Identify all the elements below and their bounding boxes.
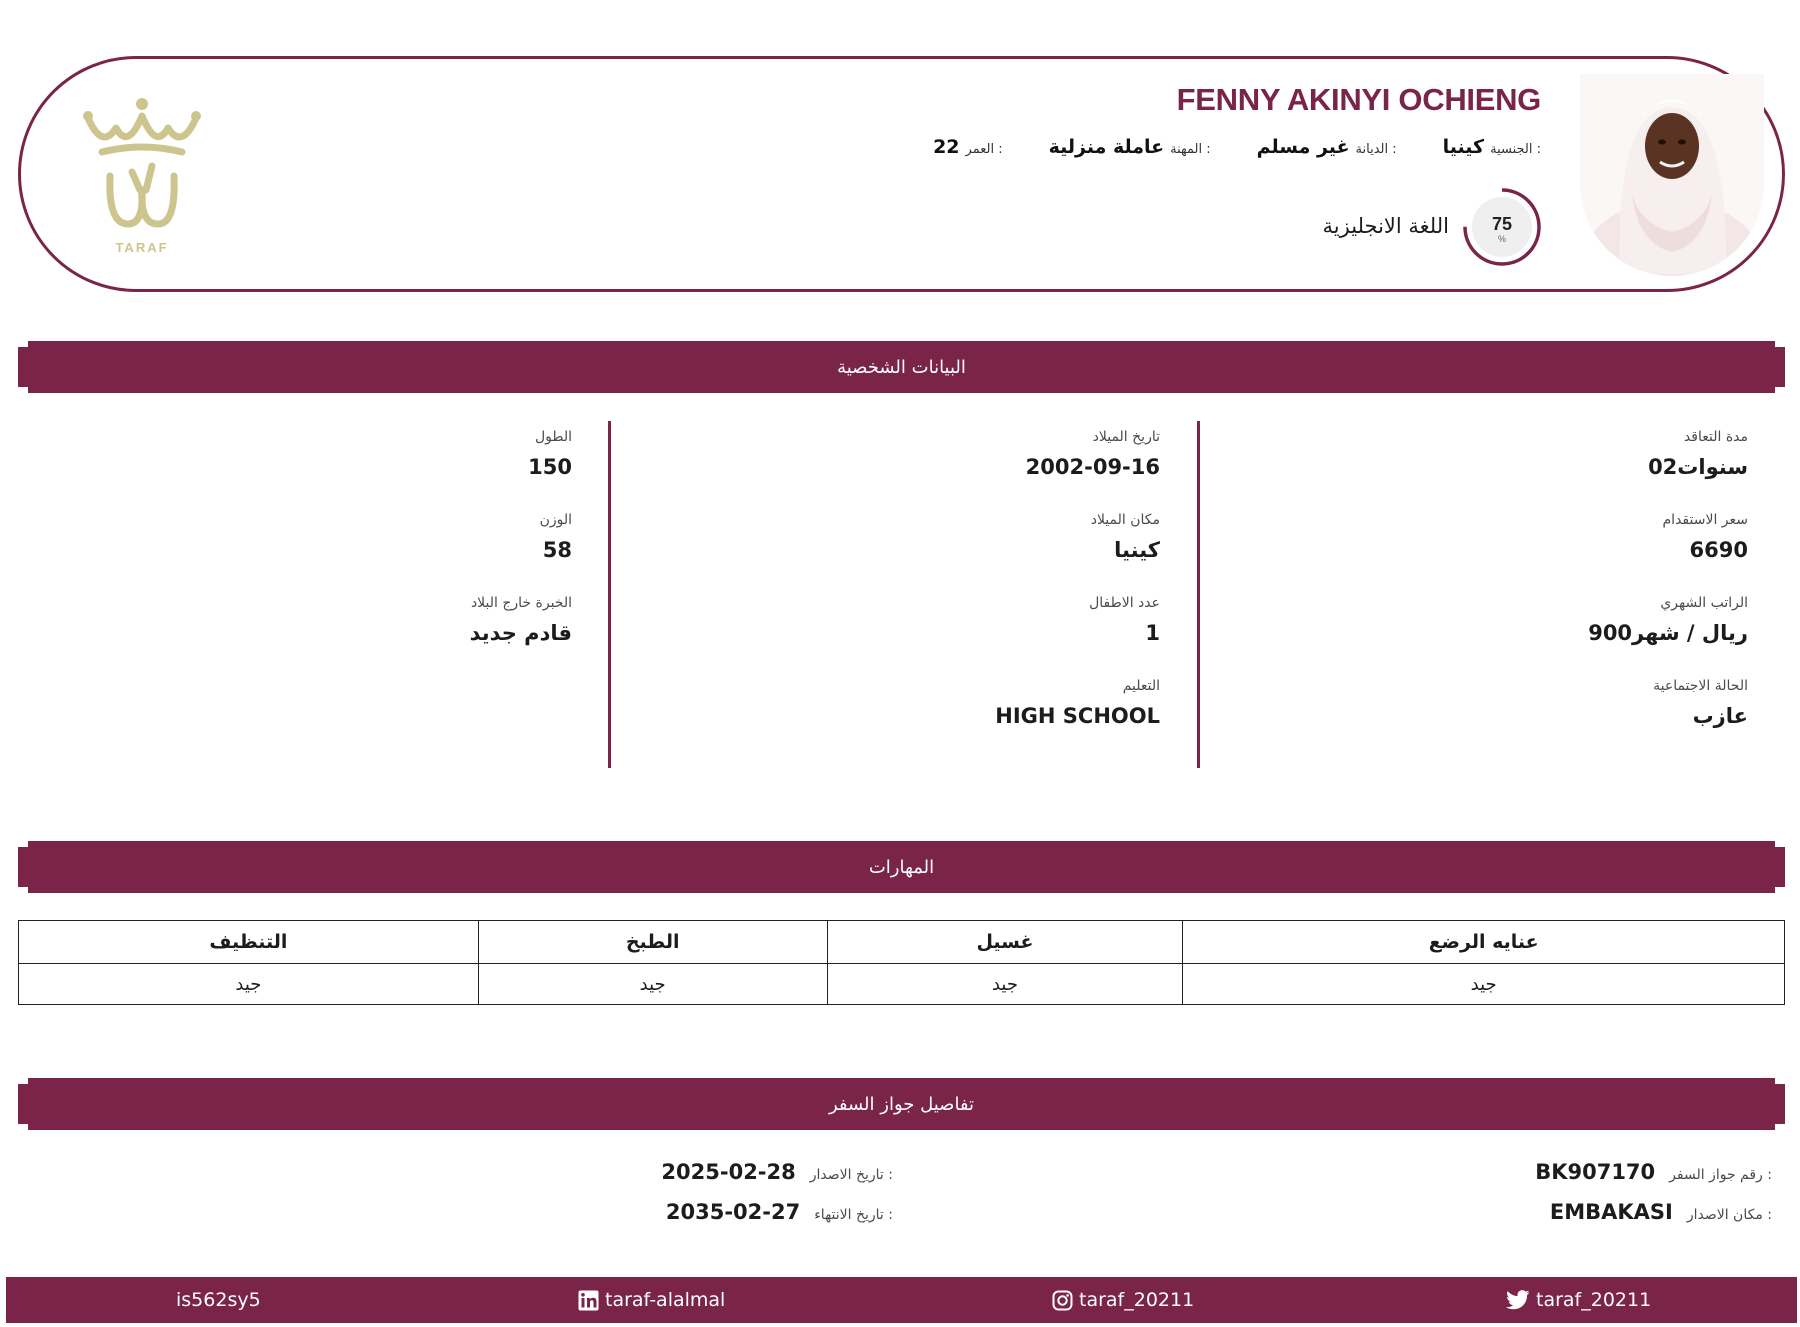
passport-issue-date — [661, 1160, 893, 1184]
passport-value: 2035-02-27 — [665, 1200, 801, 1224]
data-label: الراتب الشهري — [1660, 595, 1748, 611]
footer-bar — [6, 1277, 1797, 1323]
language-gauge — [1461, 186, 1543, 268]
passport-issue-place — [1550, 1200, 1772, 1224]
data-value: HIGH SCHOOL — [995, 704, 1160, 728]
column-divider — [608, 421, 611, 768]
data-item — [12, 424, 572, 507]
gauge-percent: 75 — [1491, 214, 1513, 234]
data-label: الطول — [534, 429, 572, 445]
passport-label: تاريخ الانتهاء : — [814, 1207, 893, 1223]
fact-nationality — [1443, 136, 1541, 158]
data-value: 1 — [1145, 621, 1160, 645]
fact-label: العمر : — [965, 142, 1003, 157]
footer-code — [176, 1277, 261, 1323]
skills-table — [18, 920, 1785, 1005]
data-item — [1188, 424, 1748, 507]
personal-col-left — [12, 424, 572, 673]
section-bar-skills — [18, 841, 1785, 893]
passport-label: رقم جواز السفر : — [1669, 1167, 1772, 1183]
skill-rating: جيد — [478, 964, 827, 1005]
fact-value: 22 — [933, 136, 960, 158]
data-item — [1188, 590, 1748, 673]
data-value: قادم جديد — [469, 621, 572, 645]
data-item — [600, 507, 1160, 590]
passport-value: BK907170 — [1535, 1160, 1656, 1184]
section-bar-passport — [18, 1078, 1785, 1130]
fact-label: الجنسية : — [1490, 142, 1541, 157]
data-value: 58 — [542, 538, 572, 562]
data-value: 900ريال / شهر — [1588, 621, 1748, 645]
skill-rating: جيد — [19, 964, 479, 1005]
data-label: عدد الاطفال — [1089, 595, 1160, 611]
data-value: 6690 — [1689, 538, 1748, 562]
candidate-name: FENNY AKINYI OCHIENG — [1176, 82, 1541, 117]
data-label: مكان الميلاد — [1090, 512, 1160, 528]
taraf-logo — [80, 94, 204, 258]
data-label: تاريخ الميلاد — [1092, 429, 1160, 445]
passport-expiry-date — [666, 1200, 893, 1224]
data-item — [12, 590, 572, 673]
data-label: مدة التعاقد — [1683, 429, 1748, 445]
logo-text: TARAF — [115, 240, 169, 255]
personal-col-right — [1188, 424, 1748, 756]
fact-label: الديانة : — [1355, 142, 1397, 157]
passport-value: EMBAKASI — [1549, 1200, 1673, 1224]
data-value: كينيا — [1114, 538, 1160, 562]
footer-instagram[interactable] — [1052, 1277, 1194, 1323]
data-label: التعليم — [1122, 678, 1160, 694]
footer-code-text: is562sy5 — [176, 1289, 261, 1311]
section-title: تفاصيل جواز السفر — [28, 1078, 1775, 1130]
data-item — [1188, 673, 1748, 756]
twitter-icon — [1506, 1290, 1530, 1310]
fact-label: المهنة : — [1170, 142, 1211, 157]
passport-value: 2025-02-28 — [661, 1160, 796, 1184]
instagram-handle: taraf_20211 — [1079, 1289, 1195, 1311]
skills-header-row — [19, 921, 1785, 964]
skill-header: الطبخ — [478, 921, 827, 964]
skill-header: عنايه الرضع — [1183, 921, 1785, 964]
fact-profession — [1049, 136, 1211, 158]
instagram-icon — [1052, 1290, 1073, 1311]
data-label: الخبرة خارج البلاد — [470, 595, 572, 611]
data-item — [600, 424, 1160, 507]
fact-value: غير مسلم — [1256, 136, 1350, 158]
fact-value: كينيا — [1442, 136, 1485, 158]
skill-rating: جيد — [827, 964, 1183, 1005]
data-item — [600, 590, 1160, 673]
data-value: عازب — [1692, 704, 1748, 728]
passport-label: مكان الاصدار : — [1686, 1207, 1772, 1223]
profile-photo — [1580, 74, 1764, 276]
skill-rating: جيد — [1183, 964, 1785, 1005]
column-divider — [1197, 421, 1200, 768]
footer-twitter[interactable] — [1506, 1277, 1651, 1323]
data-item — [12, 507, 572, 590]
data-label: سعر الاستقدام — [1662, 512, 1748, 528]
linkedin-icon — [578, 1290, 599, 1311]
section-title: المهارات — [28, 841, 1775, 893]
data-item — [1188, 507, 1748, 590]
passport-label: تاريخ الاصدار : — [809, 1167, 893, 1183]
data-value: 2002-09-16 — [1025, 455, 1160, 479]
twitter-handle: taraf_20211 — [1536, 1289, 1652, 1311]
data-label: الحالة الاجتماعية — [1653, 678, 1748, 694]
passport-number — [1535, 1160, 1772, 1184]
footer-linkedin[interactable] — [578, 1277, 725, 1323]
fact-value: عاملة منزلية — [1048, 136, 1165, 158]
skill-header: غسيل — [827, 921, 1183, 964]
crown-logo-icon — [80, 94, 204, 258]
language-label: اللغة الانجليزية — [1322, 214, 1449, 238]
gauge-percent-sign: % — [1497, 234, 1507, 244]
data-value: 02سنوات — [1648, 455, 1748, 479]
section-title: البيانات الشخصية — [28, 341, 1775, 393]
fact-age — [933, 136, 1003, 158]
data-value: 150 — [528, 455, 572, 479]
fact-religion — [1257, 136, 1397, 158]
personal-col-middle — [600, 424, 1160, 756]
skills-value-row — [19, 964, 1785, 1005]
linkedin-handle: taraf-alalmal — [605, 1289, 726, 1311]
data-item — [600, 673, 1160, 756]
skill-header: التنظيف — [19, 921, 479, 964]
candidate-facts — [933, 136, 1541, 158]
data-label: الوزن — [539, 512, 572, 528]
section-bar-personal — [18, 341, 1785, 393]
